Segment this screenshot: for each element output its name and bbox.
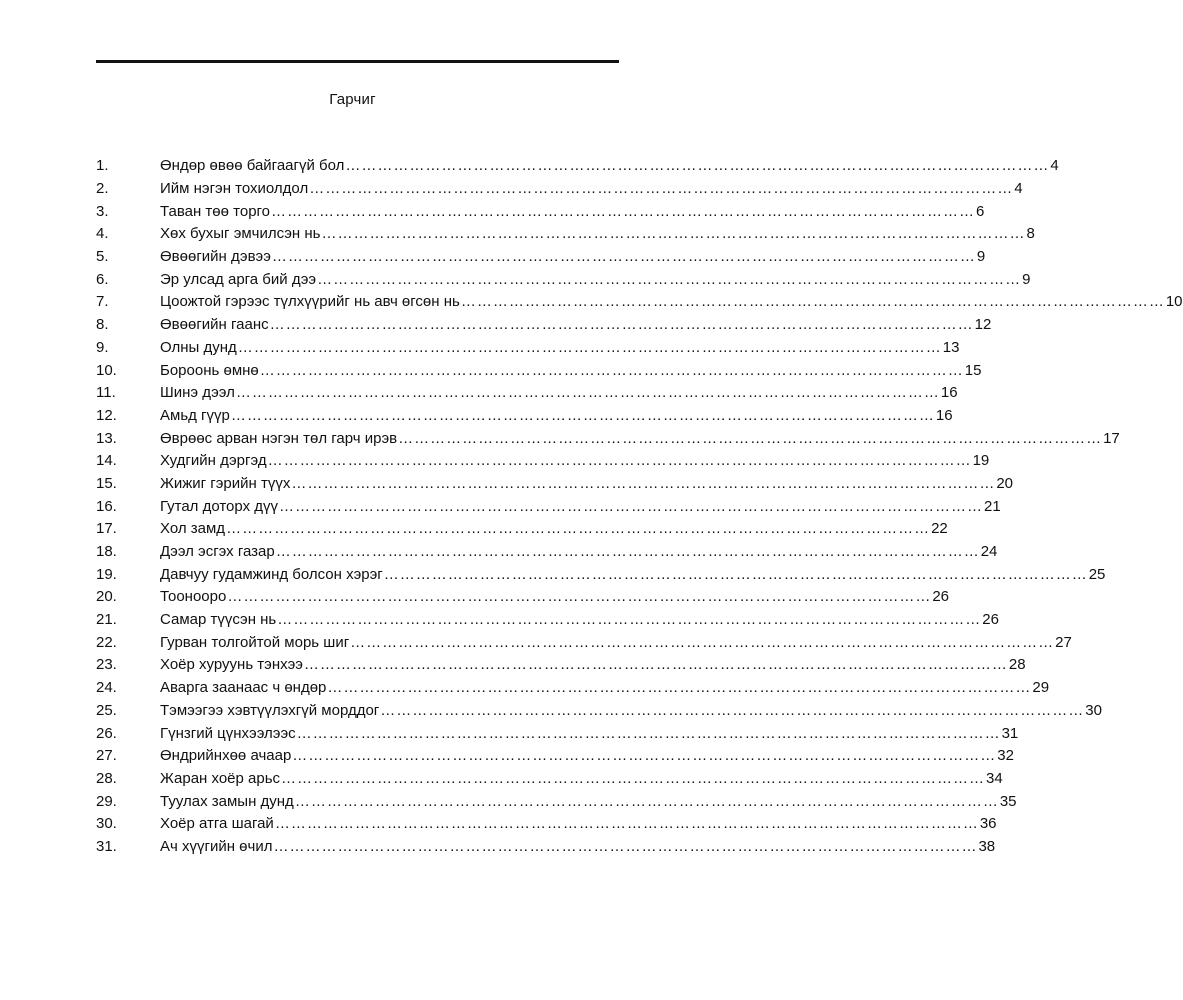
toc-dot-leader: …………………………………………………………………………………………………………………… [291,474,996,492]
toc-entry [96,518,948,541]
toc-dot-leader: …………………………………………………………………………………………………………………… [294,792,999,810]
toc-entry-number: 10. [96,361,117,379]
toc-entry [96,427,1120,450]
toc-entry-number: 28. [96,769,117,787]
toc-entry-title: Өвөөгийн дэвээ [160,248,271,266]
toc-entry-page-number: 10 [1165,293,1183,311]
toc-entry-number: 7. [96,293,109,311]
toc-dot-leader: …………………………………………………………………………………………………………………… [296,724,1001,742]
toc-entry-number: 3. [96,202,109,220]
toc-entry-title: Тоонооро [160,588,227,606]
toc-dot-leader: …………………………………………………………………………………………………………………… [271,248,976,266]
toc-entry-page-number: 20 [996,474,1014,492]
table-of-contents [96,155,1183,858]
toc-entry-title: Жижиг гэрийн түүх [160,474,291,492]
toc-entry-number: 17. [96,520,117,538]
toc-entry-page-number: 36 [979,815,997,833]
toc-entry-title: Өндөр өвөө байгаагүй бол [160,157,345,175]
toc-entry-number: 15. [96,474,117,492]
toc-entry [96,473,1014,496]
toc-dot-leader: …………………………………………………………………………………………………………………… [274,815,979,833]
toc-dot-leader: …………………………………………………………………………………………………………………… [277,611,982,629]
toc-dot-leader: …………………………………………………………………………………………………………………… [292,747,997,765]
toc-entry [96,291,1183,314]
toc-dot-leader: …………………………………………………………………………………………………………………… [235,384,940,402]
toc-entry-page-number: 13 [942,338,960,356]
header-rule [96,60,619,63]
toc-entry-page-number: 4 [1050,157,1059,175]
toc-dot-leader: …………………………………………………………………………………………………………………… [279,497,983,515]
toc-entry-number: 24. [96,679,117,697]
toc-entry [96,223,1035,246]
toc-dot-leader: …………………………………………………………………………………………………………………… [269,316,974,334]
toc-dot-leader: …………………………………………………………………………………………………………………… [380,701,1085,719]
toc-dot-leader: …………………………………………………………………………………………………………………… [327,679,1032,697]
toc-entry [96,359,982,382]
toc-entry-number: 13. [96,429,117,447]
toc-entry-title: Гурван толгойтой морь шиг [160,633,350,651]
toc-entry-number: 1. [96,157,109,175]
toc-entry [96,155,1059,178]
toc-entry-title: Өндрийнхөө ачаар [160,747,292,765]
toc-entry-title: Цоожтой гэрээс түлхүүрийг нь авч өгсөн нь [160,293,460,311]
toc-entry [96,450,990,473]
toc-dot-leader: …………………………………………………………………………………………………………………… [398,429,1103,447]
toc-entry-number: 12. [96,406,117,424]
toc-entry-number: 18. [96,543,117,561]
toc-entry-title: Хол замд [160,520,226,538]
toc-entry-number: 25. [96,701,117,719]
toc-entry-title: Самар түүсэн нь [160,611,277,629]
toc-entry-title: Гутал доторх дүү [160,497,278,515]
toc-entry-page-number: 4 [1014,180,1023,198]
toc-dot-leader: …………………………………………………………………………………………………………………… [271,202,976,220]
toc-entry [96,405,953,428]
toc-entry [96,337,960,360]
toc-dot-leader: …………………………………………………………………………………………………………………… [321,225,1026,243]
toc-dot-leader: …………………………………………………………………………………………………………………… [281,769,986,787]
toc-entry [96,768,1003,791]
toc-entry-number: 20. [96,588,117,606]
toc-dot-leader: …………………………………………………………………………………………………………………… [267,452,972,470]
toc-entry [96,790,1017,813]
toc-entry-title: Дээл эсгэх газар [160,543,275,561]
toc-entry-title: Ач хүүгийн өчил [160,837,273,855]
toc-entry [96,314,992,337]
toc-entry-number: 30. [96,815,117,833]
toc-entry [96,246,986,269]
toc-entry-number: 19. [96,565,117,583]
toc-entry [96,700,1102,723]
toc-entry-title: Жаран хоёр арьс [160,769,281,787]
toc-entry-page-number: 19 [972,452,990,470]
toc-dot-leader: …………………………………………………………………………………………………………………… [273,837,978,855]
toc-entry [96,200,985,223]
toc-entry-title: Хоёр атга шагай [160,815,274,833]
toc-entry [96,813,997,836]
toc-entry [96,609,999,632]
toc-entry [96,541,998,564]
toc-entry-page-number: 31 [1001,724,1019,742]
toc-entry-number: 14. [96,452,117,470]
toc-entry [96,382,958,405]
toc-entry [96,268,1031,291]
toc-dot-leader: …………………………………………………………………………………………………………………… [226,520,931,538]
toc-entry-page-number: 12 [974,316,992,334]
toc-entry [96,563,1106,586]
toc-entry [96,586,950,609]
toc-entry-number: 2. [96,180,109,198]
toc-entry [96,745,1014,768]
toc-dot-leader: …………………………………………………………………………………………………………………… [237,338,942,356]
toc-dot-leader: …………………………………………………………………………………………………………………… [345,157,1050,175]
toc-entry-title: Таван төө торго [160,202,271,220]
toc-entry-number: 31. [96,837,117,855]
toc-entry-title: Бороонь өмнө [160,361,259,379]
toc-entry-page-number: 24 [980,543,998,561]
toc-entry-title: Давчуу гудамжинд болсон хэрэг [160,565,383,583]
toc-entry-page-number: 21 [984,497,1001,515]
toc-dot-leader: …………………………………………………………………………………………………………………… [383,565,1088,583]
toc-entry-title: Өврөөс арван нэгэн төл гарч ирэв [160,429,398,447]
toc-entry-title: Хоёр хуруунь тэнхээ [160,656,303,674]
toc-dot-leader: …………………………………………………………………………………………………………………… [317,270,1022,288]
toc-entry-page-number: 38 [978,837,996,855]
toc-entry-number: 16. [96,497,117,515]
toc-entry-number: 29. [96,792,117,810]
toc-dot-leader: …………………………………………………………………………………………………………………… [259,361,964,379]
toc-entry-title: Тэмээгээ хэвтүүлэхгүй морддог [160,701,380,719]
toc-dot-leader: …………………………………………………………………………………………………………………… [350,633,1055,651]
toc-entry-number: 6. [96,270,109,288]
toc-entry-page-number: 26 [932,588,950,606]
toc-entry-page-number: 15 [964,361,982,379]
toc-entry [96,722,1019,745]
toc-entry [96,631,1072,654]
toc-dot-leader: …………………………………………………………………………………………………………………… [227,588,932,606]
toc-entry-page-number: 28 [1008,656,1026,674]
toc-dot-leader: …………………………………………………………………………………………………………………… [275,543,980,561]
toc-entry-page-number: 22 [931,520,948,538]
toc-entry-number: 11. [96,384,116,402]
toc-entry-number: 22. [96,633,117,651]
toc-entry-page-number: 25 [1088,565,1106,583]
toc-entry [96,654,1026,677]
toc-dot-leader: …………………………………………………………………………………………………………………… [309,180,1014,198]
toc-entry-number: 26. [96,724,117,742]
toc-entry-page-number: 32 [997,747,1014,765]
toc-dot-leader: …………………………………………………………………………………………………………………… [460,293,1165,311]
toc-entry [96,178,1023,201]
toc-entry-title: Олны дунд [160,338,237,356]
toc-entry-page-number: 16 [940,384,958,402]
toc-entry-page-number: 34 [986,769,1003,787]
toc-entry-title: Аварга заанаас ч өндөр [160,679,327,697]
toc-entry-title: Ийм нэгэн тохиолдол [160,180,309,198]
toc-entry-number: 9. [96,338,109,356]
toc-entry-number: 27. [96,747,117,765]
toc-dot-leader: …………………………………………………………………………………………………………………… [303,656,1008,674]
toc-entry-number: 23. [96,656,117,674]
page-title: Гарчиг [329,91,376,108]
toc-entry-title: Шинэ дээл [160,384,235,402]
toc-entry-title: Амьд гүүр [160,406,230,424]
toc-entry-page-number: 16 [935,406,953,424]
toc-entry-page-number: 27 [1055,633,1072,651]
toc-entry-number: 4. [96,225,109,243]
toc-entry-page-number: 6 [976,202,985,220]
toc-entry-page-number: 35 [999,792,1017,810]
toc-entry-page-number: 29 [1032,679,1050,697]
toc-entry-page-number: 8 [1026,225,1035,243]
toc-entry-page-number: 17 [1103,429,1120,447]
toc-entry-page-number: 30 [1085,701,1102,719]
toc-entry-number: 21. [96,611,117,629]
toc-entry-page-number: 26 [982,611,999,629]
toc-entry [96,836,996,859]
toc-dot-leader: …………………………………………………………………………………………………………………… [230,406,935,424]
toc-entry-page-number: 9 [976,248,986,266]
toc-entry-title: Хөх бухыг эмчилсэн нь [160,225,321,243]
toc-entry-title: Худгийн дэргэд [160,452,267,470]
toc-entry-title: Гүнзгий цүнхээлээс [160,724,296,742]
toc-entry [96,495,1001,518]
toc-entry-title: Өвөөгийн гаанс [160,316,269,334]
toc-entry-number: 5. [96,248,109,266]
toc-entry [96,677,1050,700]
toc-entry-title: Эр улсад арга бий дээ [160,270,317,288]
toc-entry-page-number: 9 [1022,270,1031,288]
toc-entry-title: Туулах замын дунд [160,792,294,810]
toc-entry-number: 8. [96,316,109,334]
